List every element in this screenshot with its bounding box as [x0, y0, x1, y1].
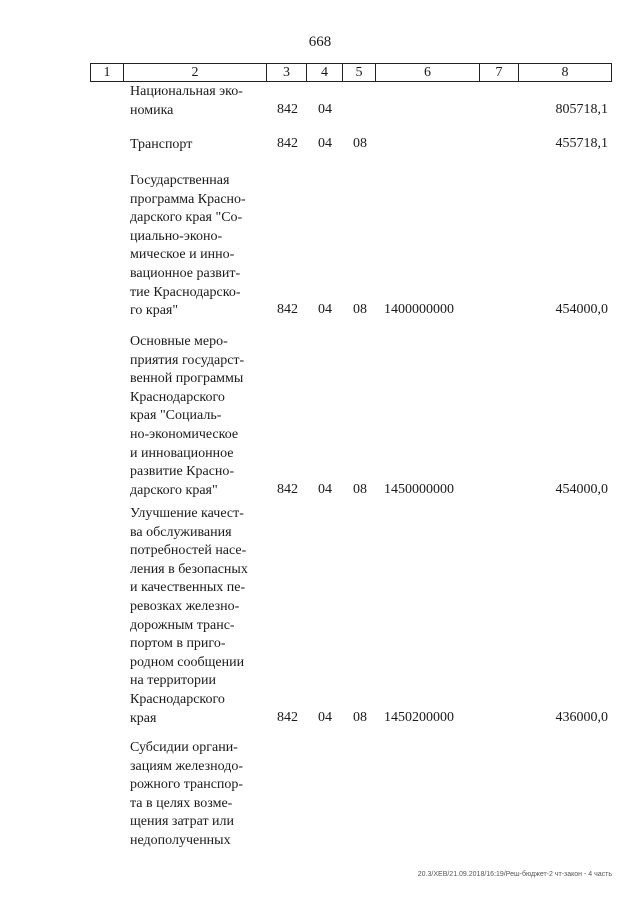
cell-target-article: 1450000000: [384, 481, 454, 497]
description-line: вационное развит-: [130, 265, 241, 281]
cell-ministry: 842: [277, 481, 298, 497]
column-header-6: 6: [376, 64, 480, 82]
column-header-5: 5: [343, 64, 376, 82]
description-line: Улучшение качест-: [130, 506, 244, 521]
cell-target-article: 1400000000: [384, 302, 454, 318]
description-line: родном сообщении: [130, 654, 245, 670]
description-line: и инновационное: [130, 445, 234, 461]
description-line: рожного транспор-: [130, 777, 244, 793]
column-header-1: 1: [91, 64, 124, 82]
cell-section: 04: [318, 136, 332, 151]
description-line: номика: [130, 102, 174, 118]
cell-subsection: 08: [353, 481, 367, 497]
description-line: портом в приго-: [130, 636, 226, 652]
column-header-8: 8: [519, 64, 612, 82]
cell-subsection: 08: [353, 136, 367, 151]
description-line: края "Социаль-: [130, 408, 222, 424]
cell-amount: 455718,1: [555, 136, 608, 151]
description-line: дарского края "Со-: [130, 210, 243, 226]
description-line: приятия государст-: [130, 352, 245, 368]
cell-ministry: 842: [277, 302, 298, 318]
cell-amount: 454000,0: [555, 481, 608, 497]
row-description: [130, 172, 260, 321]
column-header-7: 7: [480, 64, 519, 82]
cell-section: 04: [318, 481, 332, 497]
cell-subsection: 08: [353, 302, 367, 318]
cell-amount: 805718,1: [555, 101, 608, 117]
cell-ministry: 842: [277, 101, 298, 117]
row-description: [130, 505, 260, 728]
cell-ministry: 842: [277, 136, 298, 151]
description-line: недополученных: [130, 832, 231, 848]
description-line: и качественных пе-: [130, 580, 246, 596]
column-header-row: [90, 63, 612, 82]
description-line: Национальная эко-: [130, 84, 243, 99]
description-line: Транспорт: [130, 137, 193, 152]
description-line: го края": [130, 303, 179, 319]
cell-target-article: 1450200000: [384, 709, 454, 725]
description-line: ва обслуживания: [130, 524, 232, 540]
description-line: циально-эконо-: [130, 228, 223, 244]
cell-ministry: 842: [277, 709, 298, 725]
page-number: 668: [308, 34, 332, 50]
description-line: края: [130, 710, 157, 726]
description-line: та в целях возме-: [130, 795, 233, 811]
description-line: мическое и инно-: [130, 247, 235, 263]
description-line: тие Краснодарско-: [130, 284, 241, 300]
description-line: Государственная: [130, 173, 230, 188]
cell-section: 04: [318, 302, 332, 318]
row-description: [130, 739, 260, 851]
description-line: развитие Красно-: [130, 464, 235, 480]
cell-amount: 454000,0: [555, 302, 608, 318]
description-line: зациям железнодо-: [130, 758, 244, 774]
cell-subsection: 08: [353, 709, 367, 725]
row-description: [130, 136, 260, 155]
cell-amount: 436000,0: [555, 709, 608, 725]
document-footer: 20.3/ХЕВ/21.09.2018/16:19/Реш-бюджет-2 чт-закон - 4 часть: [417, 871, 612, 878]
description-line: ления в безопасных: [130, 561, 248, 577]
description-line: ревозках железно-: [130, 598, 240, 614]
description-line: программа Красно-: [130, 191, 246, 207]
description-line: дорожным транс-: [130, 617, 235, 633]
description-line: Краснодарского: [130, 389, 225, 405]
column-header-4: 4: [307, 64, 343, 82]
description-line: но-экономическое: [130, 426, 239, 442]
row-description: [130, 333, 260, 500]
description-line: щения затрат или: [130, 814, 235, 830]
description-line: на территории: [130, 673, 216, 689]
column-header-2: 2: [124, 64, 267, 82]
description-line: Субсидии органи-: [130, 740, 238, 755]
description-line: Краснодарского: [130, 691, 225, 707]
row-description: [130, 83, 260, 120]
cell-section: 04: [318, 709, 332, 725]
description-line: Основные меро-: [130, 334, 228, 349]
description-line: потребностей насе-: [130, 543, 247, 559]
cell-section: 04: [318, 101, 332, 117]
column-header-3: 3: [267, 64, 307, 82]
description-line: дарского края": [130, 482, 218, 498]
description-line: венной программы: [130, 371, 244, 387]
